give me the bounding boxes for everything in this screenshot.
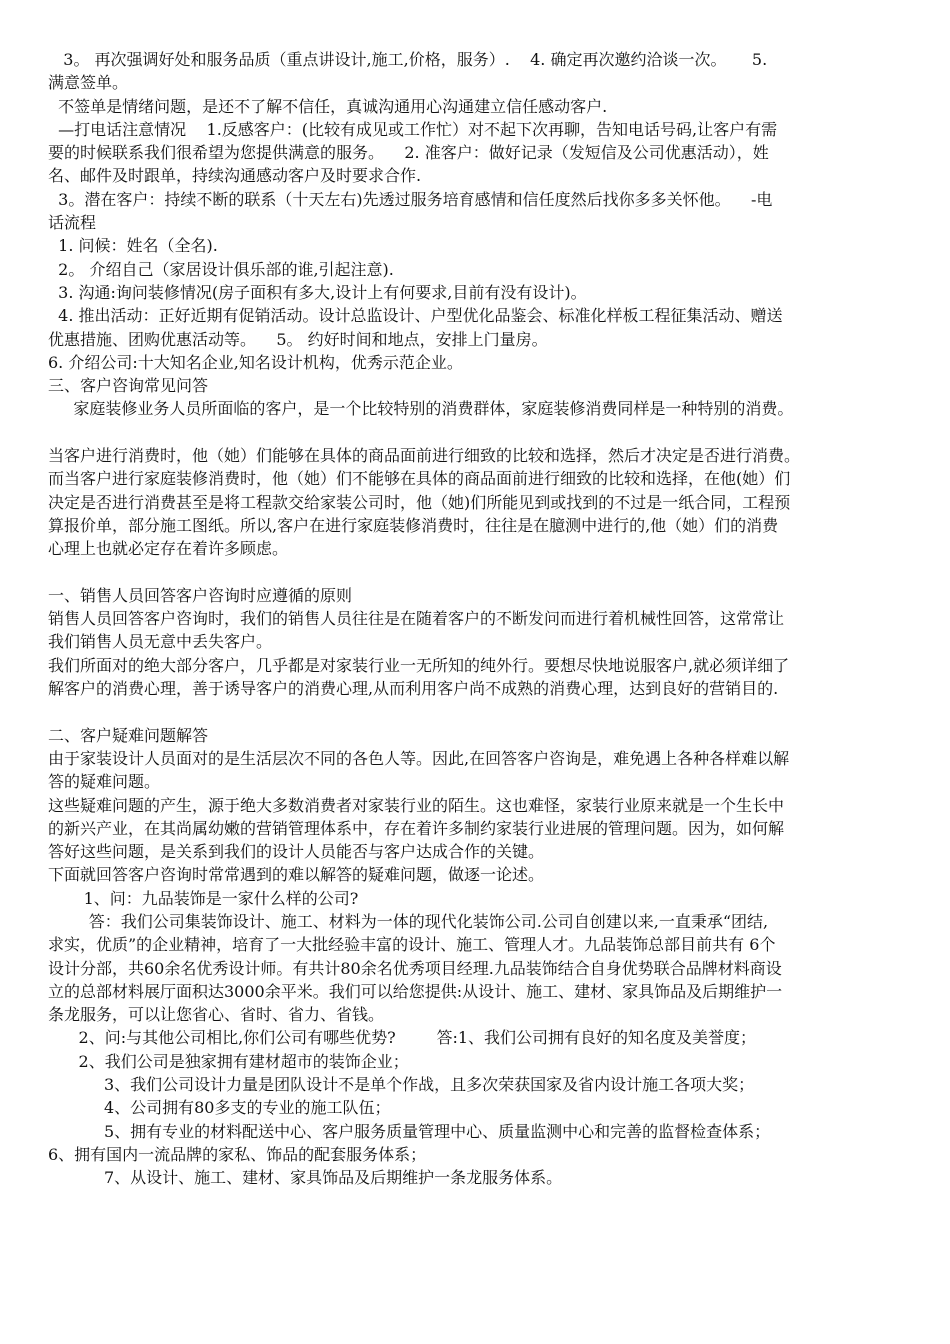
text-line: 家庭装修业务人员所面临的客户，是一个比较特别的消费群体，家庭装修消费同样是一种特别的消费。 (48, 399, 794, 419)
text-line: 二、客户疑难问题解答 (48, 725, 209, 745)
text-line: 1、问：九品装饰是一家什么样的公司? (48, 888, 359, 908)
document-page (48, 48, 910, 1190)
text-line: 解客户的消费心理，善于诱导客户的消费心理,从而利用客户尚不成熟的消费心理，达到良好的营销目的. (48, 679, 779, 699)
text-line: 话流程 (48, 213, 97, 233)
text-line: 不签单是情绪问题，是还不了解不信任，真诚沟通用心沟通建立信任感动客户. (48, 96, 608, 116)
text-line: 我们销售人员无意中丢失客户。 (48, 632, 273, 652)
text-line: 4. 推出活动：正好近期有促销活动。设计总监设计、户型优化品鉴会、标准化样板工程征集活动、赠送 (48, 306, 783, 326)
text-line: 我们所面对的绝大部分客户，几乎都是对家装行业一无所知的纯外行。要想尽快地说服客户,就必须详细了 (48, 655, 790, 675)
text-line: 决定是否进行消费甚至是将工程款交给家装公司时，他（她)们所能见到或找到的不过是一纸合同，工程预 (48, 492, 791, 512)
text-line: 1. 问候：姓名（全名). (48, 236, 218, 256)
text-line: 心理上也就必定存在着许多顾虑。 (48, 539, 289, 559)
text-line: 求实，优质”的企业精神，培育了一大批经验丰富的设计、施工、管理人才。九品装饰总部目前共有 6个 (48, 935, 776, 955)
text-line: 三、客户咨询常见问答 (48, 376, 209, 396)
text-line: 而当客户进行家庭装修消费时，他（她）们不能够在具体的商品面前进行细致的比较和选择，在他(她）们 (48, 469, 791, 489)
text-line: 一、销售人员回答客户咨询时应遵循的原则 (48, 585, 353, 605)
text-line: 下面就回答客户咨询时常常遇到的难以解答的疑难问题，做逐一论述。 (48, 865, 545, 885)
text-line: 这些疑难问题的产生，源于绝大多数消费者对家装行业的陌生。这也难怪，家装行业原来就是一个生长中 (48, 795, 785, 815)
text-line: 6. 介绍公司:十大知名企业,知名设计机构，优秀示范企业。 (48, 352, 463, 372)
text-line: 当客户进行消费时，他（她）们能够在具体的商品面前进行细致的比较和选择，然后才决定是否进行消费。 (48, 446, 801, 466)
text-line: 4、公司拥有80多支的专业的施工队伍； (48, 1098, 391, 1118)
text-line: 立的总部材料展厅面积达3000余平米。我们可以给您提供:从设计、施工、建材、家具饰品及后期维护一 (48, 981, 783, 1001)
text-line: 满意签单。 (48, 73, 129, 93)
text-line: 答：我们公司集装饰设计、施工、材料为一体的现代化装饰公司.公司自创建以来,一直秉承“团结, (48, 911, 769, 931)
text-line: 3. 沟通:询问装修情况(房子面积有多大,设计上有何要求,目前有没有设计)。 (48, 282, 587, 302)
text-line: 销售人员回答客户咨询时，我们的销售人员往往是在随着客户的不断发问而进行着机械性回答，这常常让 (48, 609, 785, 629)
text-line: 条龙服务，可以让您省心、省时、省力、省钱。 (48, 1005, 385, 1025)
text-line: 3。潜在客户：持续不断的联系（十天左右)先透过服务培育感情和信任度然后找你多多关怀他。 -电 (48, 189, 773, 209)
text-line: 6、拥有国内一流品牌的家私、饰品的配套服务体系； (48, 1144, 427, 1164)
text-line: 由于家装设计人员面对的是生活层次不同的各色人等。因此,在回答客户咨询是，难免遇上各种各样难以解 (48, 748, 790, 768)
blank-line (48, 700, 910, 723)
text-line: 2。 介绍自己（家居设计俱乐部的谁,引起注意). (48, 259, 394, 279)
blank-line (48, 421, 910, 444)
blank-line (48, 561, 910, 584)
text-line: 的新兴产业，在其尚属幼嫩的营销管理体系中，存在着许多制约家装行业进展的管理问题。因为，如何解 (48, 818, 785, 838)
text-line: 5、拥有专业的材料配送中心、客户服务质量管理中心、质量监测中心和完善的监督检查体系； (48, 1121, 771, 1141)
text-line: 名、邮件及时跟单，持续沟通感动客户及时要求合作. (48, 166, 422, 186)
text-line: 要的时候联系我们很希望为您提供满意的服务。 2. 准客户：做好记录（发短信及公司优惠活动），姓 (48, 143, 769, 163)
text-line: 3。 再次强调好处和服务品质（重点讲设计,施工,价格，服务）. 4. 确定再次邀约洽谈一次。 5. (48, 50, 768, 69)
text-line: 答的疑难问题。 (48, 772, 161, 792)
text-line: 2、我们公司是独家拥有建材超市的装饰企业； (48, 1051, 409, 1071)
text-line: 优惠措施、团购优惠活动等。 5。 约好时间和地点，安排上门量房。 (48, 329, 548, 349)
text-line: 2、问:与其他公司相比,你们公司有哪些优势? 答:1、我们公司拥有良好的知名度及美誉度； (48, 1028, 757, 1048)
text-line: 设计分部，共60余名优秀设计师。有共计80余名优秀项目经理.九品装饰结合自身优势联合品牌材料商设 (48, 958, 782, 978)
text-line: 答好这些问题，是关系到我们的设计人员能否与客户达成合作的关键。 (48, 842, 545, 862)
text-line: 算报价单，部分施工图纸。所以,客户在进行家庭装修消费时，往往是在臆测中进行的,他（她）们的消费 (48, 515, 779, 535)
text-line: —打电话注意情况 1.反感客户：(比较有成见或工作忙）对不起下次再聊，告知电话号码,让客户有需 (48, 119, 778, 139)
text-line: 7、从设计、施工、建材、家具饰品及后期维护一条龙服务体系。 (48, 1168, 563, 1188)
text-line: 3、我们公司设计力量是团队设计不是单个作战，且多次荣获国家及省内设计施工各项大奖； (48, 1075, 755, 1095)
